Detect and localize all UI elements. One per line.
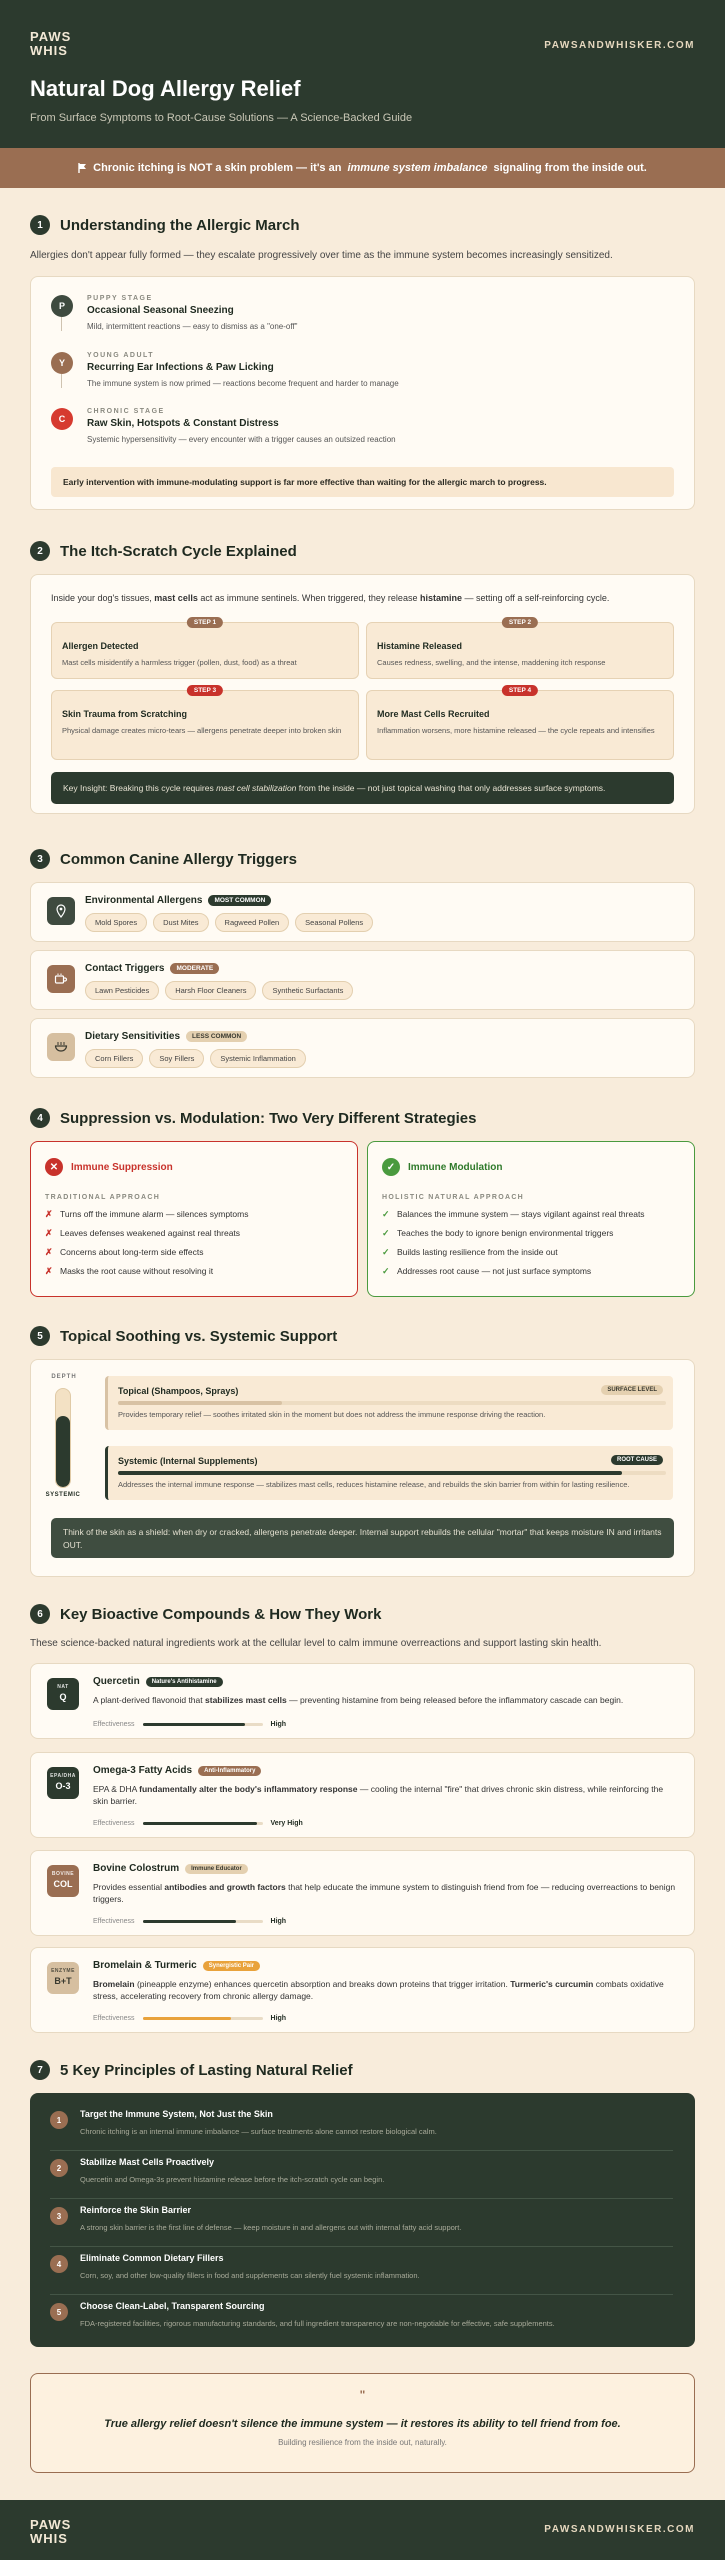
stage-description: The immune system is now primed — reactions become frequent and harder to manage: [87, 379, 399, 388]
effectiveness-meter: Effectiveness High: [93, 1721, 287, 1728]
trigger-chip: Harsh Floor Cleaners: [165, 981, 256, 1000]
principle-number: 4: [50, 2255, 68, 2273]
principle-number: 1: [50, 2111, 68, 2129]
stage-name: Recurring Ear Infections & Paw Licking: [87, 362, 274, 373]
check-mark-icon: ✓: [382, 1209, 390, 1219]
trigger-chip: Soy Fillers: [149, 1049, 204, 1068]
compound-card-colostrum: [30, 1850, 695, 1936]
effectiveness-fill: [143, 1723, 245, 1726]
compare-item: ✗ Turns off the immune alarm — silences symptoms: [45, 1209, 249, 1219]
section-6-intro: These science-backed natural ingredients work at the cellular level to calm immune overreactions and support lasting skin health.: [30, 1638, 602, 1649]
cycle-step-card: [366, 687, 674, 760]
trigger-name: Contact Triggers MODERATE: [85, 963, 219, 974]
food-bowl-icon: [47, 1033, 75, 1061]
trigger-chips: [85, 981, 353, 1000]
divider: [50, 2150, 673, 2151]
cycle-step-card: [366, 619, 674, 679]
march-stage-item: [51, 352, 399, 388]
compound-name: Quercetin Nature's Antihistamine: [93, 1676, 223, 1687]
site-logo[interactable]: PAWS WHIS: [30, 29, 72, 58]
effectiveness-fill: [143, 1822, 257, 1825]
section-number: 2: [30, 541, 50, 561]
alert-banner: [0, 148, 725, 188]
trigger-card-dietary: [30, 1018, 695, 1078]
principle-item: [50, 2253, 673, 2280]
principles-panel: [30, 2093, 695, 2347]
compound-name: Bromelain & Turmeric Synergistic Pair: [93, 1960, 260, 1971]
principle-item: [50, 2301, 673, 2328]
step-description: Causes redness, swelling, and the intense, maddening itch response: [377, 658, 606, 667]
trigger-name: Dietary Sensitivities LESS COMMON: [85, 1031, 247, 1042]
x-mark-icon: ✗: [45, 1209, 53, 1219]
layer-title: Topical (Shampoos, Sprays): [118, 1386, 239, 1396]
compound-description: Provides essential antibodies and growth factors that help educate the immune system to distinguish friend from foe — reducing overreactions to benign triggers.: [93, 1882, 676, 1904]
trigger-chips: [85, 1049, 306, 1068]
step-title: Skin Trauma from Scratching: [62, 709, 188, 719]
trigger-chip: Ragweed Pollen: [215, 913, 290, 932]
header: [0, 0, 725, 148]
step-badge: STEP 4: [502, 685, 538, 696]
layer-bar-fill: [118, 1471, 622, 1475]
effectiveness-meter: Effectiveness High: [93, 1918, 287, 1925]
allergic-march-card: [30, 276, 695, 510]
compare-item: ✓ Balances the immune system — stays vigilant against real threats: [382, 1209, 645, 1219]
principle-number: 3: [50, 2207, 68, 2225]
compare-item: ✗ Masks the root cause without resolving it: [45, 1266, 214, 1276]
cycle-step-card: [51, 619, 359, 679]
section-4-heading: [30, 1108, 476, 1128]
approach-label: HOLISTIC NATURAL APPROACH: [382, 1194, 525, 1201]
banner-text-b: signaling from the inside out.: [493, 162, 647, 174]
banner-text-a: Chronic itching is NOT a skin problem — it's an: [93, 162, 342, 174]
x-mark-icon: ✗: [45, 1266, 53, 1276]
approach-label: TRADITIONAL APPROACH: [45, 1194, 161, 1201]
section-6-heading: [30, 1604, 381, 1624]
section-3-heading: [30, 849, 297, 869]
early-intervention-note: Early intervention with immune-modulating support is far more effective than waiting for the allergic march to progress.: [51, 467, 674, 497]
march-stage-item: [51, 408, 396, 444]
compound-tag: Anti-Inflammatory: [198, 1766, 261, 1776]
compound-card-omega3: [30, 1752, 695, 1838]
effectiveness-meter: Effectiveness Very High: [93, 1820, 303, 1827]
principle-item: [50, 2157, 673, 2184]
banner-text-emphasis: immune system imbalance: [347, 162, 488, 174]
section-title: The Itch-Scratch Cycle Explained: [60, 542, 297, 560]
stage-marker: P: [51, 295, 73, 317]
principle-number: 5: [50, 2303, 68, 2321]
section-number: 1: [30, 215, 50, 235]
section-7-heading: [30, 2060, 353, 2080]
principle-item: [50, 2205, 673, 2232]
footer-site-url-link[interactable]: PAWSANDWHISKER.COM: [544, 2524, 695, 2535]
section-5-heading: [30, 1326, 337, 1346]
principle-description: Chronic itching is an internal immune imbalance — surface treatments alone cannot restore biological calm.: [80, 2127, 437, 2136]
compare-list: [45, 1209, 343, 1277]
stage-label: PUPPY STAGE: [87, 295, 153, 302]
compound-tag: Nature's Antihistamine: [146, 1677, 223, 1687]
layer-topical: [105, 1376, 673, 1430]
compare-list: [382, 1209, 680, 1277]
compound-card-bromelain: [30, 1947, 695, 2033]
compound-description: A plant-derived flavonoid that stabilizes mast cells — preventing histamine from being released before the inflammatory cascade can begin.: [93, 1695, 624, 1705]
omega3-icon: EPA/DHA O-3: [47, 1767, 79, 1799]
layer-badge: SURFACE LEVEL: [601, 1385, 663, 1395]
principle-description: Corn, soy, and other low-quality fillers in food and supplements can silently fuel systemic inflammation.: [80, 2271, 420, 2280]
principle-title: Target the Immune System, Not Just the Skin: [80, 2109, 273, 2119]
principle-description: A strong skin barrier is the first line of defense — keep moisture in and allergens out with internal fatty acid support.: [80, 2223, 462, 2232]
step-title: Histamine Released: [377, 641, 463, 651]
closing-quote: [30, 2373, 695, 2473]
trigger-chip: Lawn Pesticides: [85, 981, 159, 1000]
principle-title: Eliminate Common Dietary Fillers: [80, 2253, 224, 2263]
compare-item: ✓ Teaches the body to ignore benign environmental triggers: [382, 1228, 614, 1238]
check-mark-icon: ✓: [382, 1247, 390, 1257]
frequency-badge: LESS COMMON: [186, 1031, 247, 1042]
page-title: Natural Dog Allergy Relief: [30, 76, 301, 101]
section-number: 4: [30, 1108, 50, 1128]
section-title: Key Bioactive Compounds & How They Work: [60, 1605, 382, 1623]
page-subtitle: From Surface Symptoms to Root-Cause Solutions — A Science-Backed Guide: [30, 112, 413, 124]
depth-gauge: [55, 1388, 71, 1488]
site-url-link[interactable]: PAWSANDWHISKER.COM: [544, 40, 695, 51]
key-insight-box: Key Insight: Breaking this cycle requires mast cell stabilization from the inside — not just topical washing that only addresses surface symptoms.: [51, 772, 674, 804]
compound-tag: Immune Educator: [185, 1864, 248, 1874]
trigger-card-contact: [30, 950, 695, 1010]
layer-bar: [118, 1471, 666, 1475]
layer-title: Systemic (Internal Supplements): [118, 1456, 258, 1466]
depth-bottom-label: SYSTEMIC: [45, 1492, 81, 1498]
stage-label: CHRONIC STAGE: [87, 408, 165, 415]
divider: [50, 2294, 673, 2295]
compare-heading: ✕ Immune Suppression: [45, 1158, 343, 1176]
principle-title: Stabilize Mast Cells Proactively: [80, 2157, 215, 2167]
compare-item: ✓ Builds lasting resilience from the inside out: [382, 1247, 558, 1257]
trigger-name: Environmental Allergens MOST COMMON: [85, 895, 271, 906]
layer-description: Addresses the internal immune response — stabilizes mast cells, reduces histamine release, and rebuilds the skin barrier from within for lasting resilience.: [118, 1480, 630, 1489]
stage-description: Systemic hypersensitivity — every encounter with a trigger causes an outsized reaction: [87, 435, 396, 444]
footer: [0, 2500, 725, 2560]
frequency-badge: MODERATE: [170, 963, 219, 974]
section-number: 3: [30, 849, 50, 869]
layer-bar-fill: [118, 1401, 282, 1405]
compare-heading: ✓ Immune Modulation: [382, 1158, 680, 1176]
section-number: 7: [30, 2060, 50, 2080]
stage-name: Raw Skin, Hotspots & Constant Distress: [87, 418, 279, 429]
step-badge: STEP 3: [187, 685, 223, 696]
compound-description: EPA & DHA fundamentally alter the body's inflammatory response — cooling the internal "fire" that drives chronic skin distress, while reinforcing the skin barrier.: [93, 1784, 664, 1806]
section-1-intro: Allergies don't appear fully formed — they escalate progressively over time as the immune system becomes increasingly sensitized.: [30, 250, 613, 261]
depth-label: DEPTH: [51, 1374, 77, 1380]
coffee-cup-icon: [47, 965, 75, 993]
compare-item: ✗ Concerns about long-term side effects: [45, 1247, 204, 1257]
compound-description: Bromelain (pineapple enzyme) enhances quercetin absorption and breaks down proteins that trigger irritation. Turmeric's curcumin combats oxidative stress, accelerating recovery from chronic allergy damage.: [93, 1979, 664, 2001]
flag-icon: [78, 163, 87, 173]
section-number: 5: [30, 1326, 50, 1346]
footer-logo[interactable]: PAWS WHIS: [30, 2517, 72, 2546]
layer-bar: [118, 1401, 666, 1405]
shield-analogy-box: Think of the skin as a shield: when dry or cracked, allergens penetrate deeper. Internal support rebuilds the cellular "mortar" that keeps moisture IN and irritants OUT.: [51, 1518, 674, 1558]
colostrum-icon: BOVINE COL: [47, 1865, 79, 1897]
stage-marker: C: [51, 408, 73, 430]
step-description: Physical damage creates micro-tears — allergens penetrate deeper into broken skin: [62, 726, 342, 735]
depth-gauge-fill: [56, 1416, 70, 1487]
principle-number: 2: [50, 2159, 68, 2177]
quercetin-icon: NAT Q: [47, 1678, 79, 1710]
check-mark-icon: ✓: [382, 1228, 390, 1238]
step-description: Inflammation worsens, more histamine released — the cycle repeats and intensifies: [377, 726, 655, 735]
check-icon: ✓: [382, 1158, 400, 1176]
stage-name: Occasional Seasonal Sneezing: [87, 305, 234, 316]
trigger-chip: Dust Mites: [153, 913, 208, 932]
frequency-badge: MOST COMMON: [208, 895, 271, 906]
location-pin-icon: [47, 897, 75, 925]
step-badge: STEP 1: [187, 617, 223, 628]
section-number: 6: [30, 1604, 50, 1624]
step-badge: STEP 2: [502, 617, 538, 628]
principle-title: Choose Clean-Label, Transparent Sourcing: [80, 2301, 265, 2311]
principle-description: Quercetin and Omega-3s prevent histamine release before the itch-scratch cycle can begin.: [80, 2175, 385, 2184]
compound-name: Omega-3 Fatty Acids Anti-Inflammatory: [93, 1765, 261, 1776]
divider: [50, 2198, 673, 2199]
trigger-chip: Corn Fillers: [85, 1049, 143, 1068]
modulation-card: [367, 1141, 695, 1297]
section-title: Suppression vs. Modulation: Two Very Different Strategies: [60, 1109, 477, 1127]
stage-description: Mild, intermittent reactions — easy to dismiss as a "one-off": [87, 322, 298, 331]
step-title: More Mast Cells Recruited: [377, 709, 490, 719]
step-title: Allergen Detected: [62, 641, 139, 651]
section-title: Understanding the Allergic March: [60, 216, 300, 234]
trigger-card-environmental: [30, 882, 695, 942]
section-title: Topical Soothing vs. Systemic Support: [60, 1327, 338, 1345]
compound-tag: Synergistic Pair: [203, 1961, 260, 1971]
effectiveness-meter: Effectiveness High: [93, 2015, 287, 2022]
divider: [50, 2246, 673, 2247]
section-title: 5 Key Principles of Lasting Natural Relief: [60, 2061, 353, 2079]
x-mark-icon: ✗: [45, 1247, 53, 1257]
march-stage-item: [51, 295, 298, 331]
x-mark-icon: ✗: [45, 1228, 53, 1238]
compound-card-quercetin: [30, 1663, 695, 1739]
trigger-chips: [85, 913, 373, 932]
compare-item: ✓ Addresses root cause — not just surface symptoms: [382, 1266, 592, 1276]
quote-subtext: Building resilience from the inside out, naturally.: [278, 2438, 447, 2447]
depth-card: [30, 1359, 695, 1577]
suppression-card: [30, 1141, 358, 1297]
step-description: Mast cells misidentify a harmless trigger (pollen, dust, food) as a threat: [62, 658, 297, 667]
section-2-heading: [30, 541, 297, 561]
itch-cycle-card: [30, 574, 695, 814]
quote-text: True allergy relief doesn't silence the immune system — it restores its ability to tell friend from foe.: [104, 2418, 621, 2430]
layer-systemic: [105, 1446, 673, 1500]
quote-mark-icon: ": [359, 2388, 366, 2402]
trigger-chip: Seasonal Pollens: [295, 913, 373, 932]
cycle-intro: Inside your dog's tissues, mast cells act as immune sentinels. When triggered, they release histamine — setting off a self-reinforcing cycle.: [51, 593, 610, 603]
section-1-heading: [30, 215, 299, 235]
bromelain-icon: ENZYME B+T: [47, 1962, 79, 1994]
trigger-chip: Synthetic Surfactants: [262, 981, 353, 1000]
layer-description: Provides temporary relief — soothes irritated skin in the moment but does not address the immune response driving the reaction.: [118, 1410, 546, 1419]
trigger-chip: Systemic Inflammation: [210, 1049, 305, 1068]
trigger-chip: Mold Spores: [85, 913, 147, 932]
effectiveness-fill: [143, 2017, 232, 2020]
principle-description: FDA-registered facilities, rigorous manufacturing standards, and full ingredient transparency are non-negotiable for effective, safe supplements.: [80, 2319, 555, 2328]
principle-item: [50, 2109, 673, 2136]
stage-marker: Y: [51, 352, 73, 374]
cross-icon: ✕: [45, 1158, 63, 1176]
cycle-step-card: [51, 687, 359, 760]
principle-title: Reinforce the Skin Barrier: [80, 2205, 192, 2215]
compound-name: Bovine Colostrum Immune Educator: [93, 1863, 248, 1874]
section-title: Common Canine Allergy Triggers: [60, 850, 297, 868]
layer-badge: ROOT CAUSE: [611, 1455, 663, 1465]
effectiveness-fill: [143, 1920, 237, 1923]
compare-item: ✗ Leaves defenses weakened against real threats: [45, 1228, 241, 1238]
check-mark-icon: ✓: [382, 1266, 390, 1276]
stage-label: YOUNG ADULT: [87, 352, 155, 359]
